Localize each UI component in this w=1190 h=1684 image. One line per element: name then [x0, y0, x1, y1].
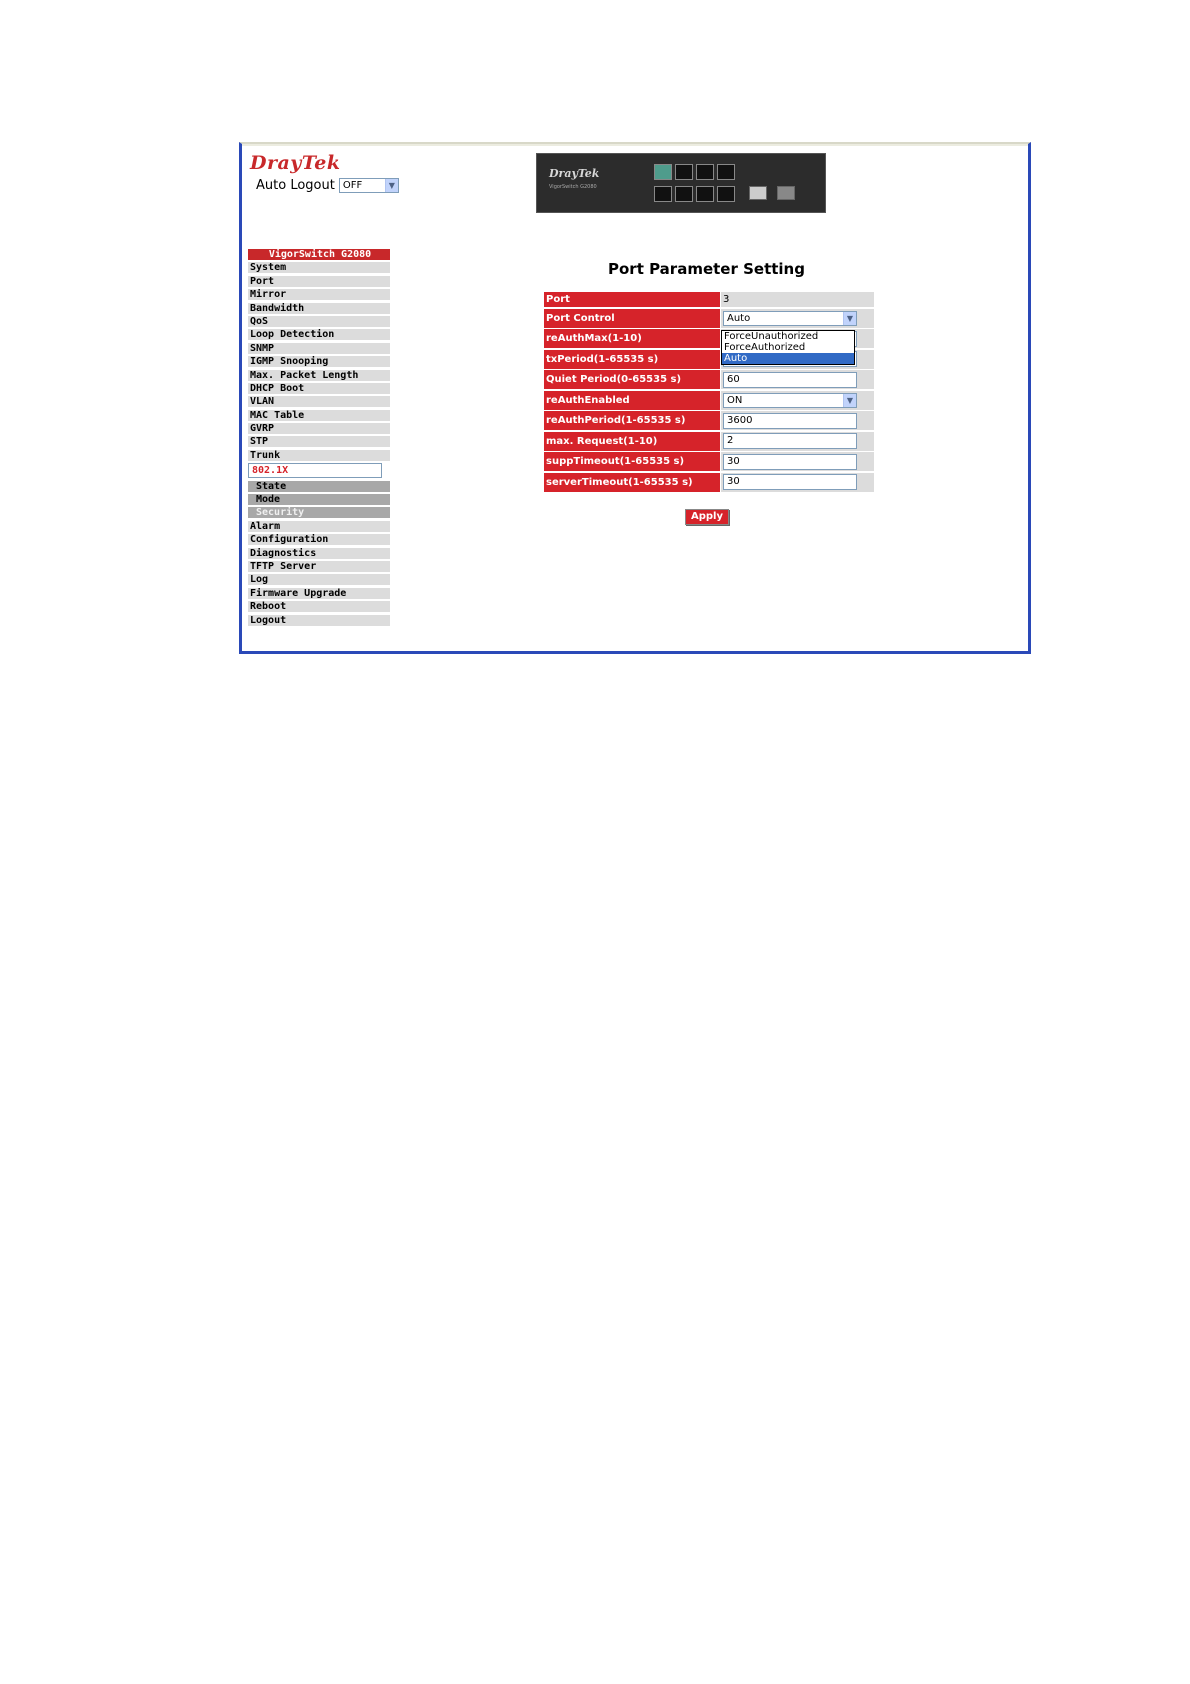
- port-control-label: Port Control: [544, 309, 721, 328]
- port-label: Port: [544, 292, 721, 307]
- menu-item-gvrp[interactable]: GVRP: [248, 423, 390, 434]
- menu-item-igmp-snooping[interactable]: IGMP Snooping: [248, 356, 390, 367]
- menu-item-alarm[interactable]: Alarm: [248, 521, 390, 532]
- port-led-icon: [654, 164, 672, 180]
- menu-title: VigorSwitch G2080: [248, 249, 390, 260]
- sfp-port-icon: [777, 186, 795, 200]
- reauthenabled-cell: [721, 391, 874, 410]
- sfp-port-icon: [749, 186, 767, 200]
- menu-item-snmp[interactable]: SNMP: [248, 343, 390, 354]
- auto-logout-select[interactable]: [339, 178, 399, 193]
- menu-item-stp[interactable]: STP: [248, 436, 390, 447]
- device-model-label: VigorSwitch G2080: [549, 184, 597, 190]
- menu-item-vlan[interactable]: VLAN: [248, 396, 390, 407]
- menu-subitem-mode[interactable]: Mode: [248, 494, 390, 505]
- menu-item-dhcp-boot[interactable]: DHCP Boot: [248, 383, 390, 394]
- port-parameter-table: [544, 292, 874, 493]
- chevron-down-icon[interactable]: ▼: [843, 312, 856, 325]
- quiet-period-input[interactable]: 60: [723, 372, 857, 388]
- reauthperiod-input[interactable]: 3600: [723, 413, 857, 429]
- dropdown-option[interactable]: ForceUnauthorized: [724, 331, 819, 342]
- menu-item-logout[interactable]: Logout: [248, 615, 390, 626]
- port-control-dropdown-list: [721, 330, 855, 365]
- page-title: Port Parameter Setting: [608, 260, 805, 278]
- menu-item-bandwidth[interactable]: Bandwidth: [248, 303, 390, 314]
- supptimeout-label: suppTimeout(1-65535 s): [544, 452, 721, 471]
- menu-item-max-packet-length[interactable]: Max. Packet Length: [248, 370, 390, 381]
- menu-item-8021x[interactable]: 802.1X: [248, 463, 382, 478]
- menu-item-trunk[interactable]: Trunk: [248, 450, 390, 461]
- menu-item-firmware-upgrade[interactable]: Firmware Upgrade: [248, 588, 390, 599]
- servertimeout-input[interactable]: 30: [723, 474, 857, 490]
- port-control-select[interactable]: [723, 311, 857, 326]
- dropdown-option-selected[interactable]: Auto: [722, 353, 854, 364]
- apply-button[interactable]: Apply: [685, 509, 729, 525]
- reauthenabled-select[interactable]: [723, 393, 857, 408]
- chevron-down-icon[interactable]: ▼: [385, 179, 398, 192]
- menu-item-mac-table[interactable]: MAC Table: [248, 410, 390, 421]
- reauthperiod-label: reAuthPeriod(1-65535 s): [544, 411, 721, 430]
- device-panel-image: [536, 153, 826, 213]
- row-quiet-period: [544, 370, 874, 389]
- auto-logout-label: Auto Logout: [256, 178, 335, 193]
- reauthenabled-label: reAuthEnabled: [544, 391, 721, 410]
- menu-item-configuration[interactable]: Configuration: [248, 534, 390, 545]
- row-supptimeout: [544, 452, 874, 471]
- menu-item-mirror[interactable]: Mirror: [248, 289, 390, 300]
- sidebar-menu: [248, 249, 390, 628]
- menu-subitem-state[interactable]: State: [248, 481, 390, 492]
- menu-item-qos[interactable]: QoS: [248, 316, 390, 327]
- max-request-label: max. Request(1-10): [544, 432, 721, 451]
- port-control-value: Auto: [727, 312, 751, 324]
- auto-logout-value: OFF: [342, 180, 363, 191]
- quiet-period-cell: [721, 370, 874, 389]
- device-logo: DrayTek: [549, 167, 600, 180]
- port-led-icon: [717, 164, 735, 180]
- row-port: [544, 292, 874, 307]
- auto-logout: [256, 178, 399, 193]
- row-port-control: [544, 309, 874, 328]
- menu-item-tftp-server[interactable]: TFTP Server: [248, 561, 390, 572]
- browser-frame: [239, 142, 1031, 654]
- row-reauthperiod: [544, 411, 874, 430]
- servertimeout-cell: [721, 473, 874, 492]
- row-max-request: [544, 432, 874, 451]
- reauthperiod-cell: [721, 411, 874, 430]
- row-reauthenabled: [544, 391, 874, 410]
- max-request-cell: [721, 432, 874, 451]
- menu-item-reboot[interactable]: Reboot: [248, 601, 390, 612]
- reauthmax-label: reAuthMax(1-10): [544, 329, 721, 348]
- port-led-icon: [696, 164, 714, 180]
- menu-item-log[interactable]: Log: [248, 574, 390, 585]
- chevron-down-icon[interactable]: ▼: [843, 394, 856, 407]
- reauthenabled-value: ON: [727, 394, 743, 406]
- dropdown-option[interactable]: ForceAuthorized: [724, 342, 806, 353]
- max-request-input[interactable]: 2: [723, 433, 857, 449]
- draytek-logo: DrayTek: [250, 152, 341, 174]
- supptimeout-cell: [721, 452, 874, 471]
- port-led-icon: [654, 186, 672, 202]
- menu-item-system[interactable]: System: [248, 262, 390, 273]
- menu-item-diagnostics[interactable]: Diagnostics: [248, 548, 390, 559]
- menu-subitem-security[interactable]: Security: [248, 507, 390, 518]
- txperiod-label: txPeriod(1-65535 s): [544, 350, 721, 369]
- menu-item-loop-detection[interactable]: Loop Detection: [248, 329, 390, 340]
- port-led-icon: [675, 164, 693, 180]
- supptimeout-input[interactable]: 30: [723, 454, 857, 470]
- port-led-icon: [675, 186, 693, 202]
- quiet-period-label: Quiet Period(0-65535 s): [544, 370, 721, 389]
- menu-item-port[interactable]: Port: [248, 276, 390, 287]
- port-led-icon: [717, 186, 735, 202]
- port-led-icon: [696, 186, 714, 202]
- servertimeout-label: serverTimeout(1-65535 s): [544, 473, 721, 492]
- port-value: 3: [721, 292, 874, 307]
- port-control-cell: [721, 309, 874, 328]
- row-servertimeout: [544, 473, 874, 492]
